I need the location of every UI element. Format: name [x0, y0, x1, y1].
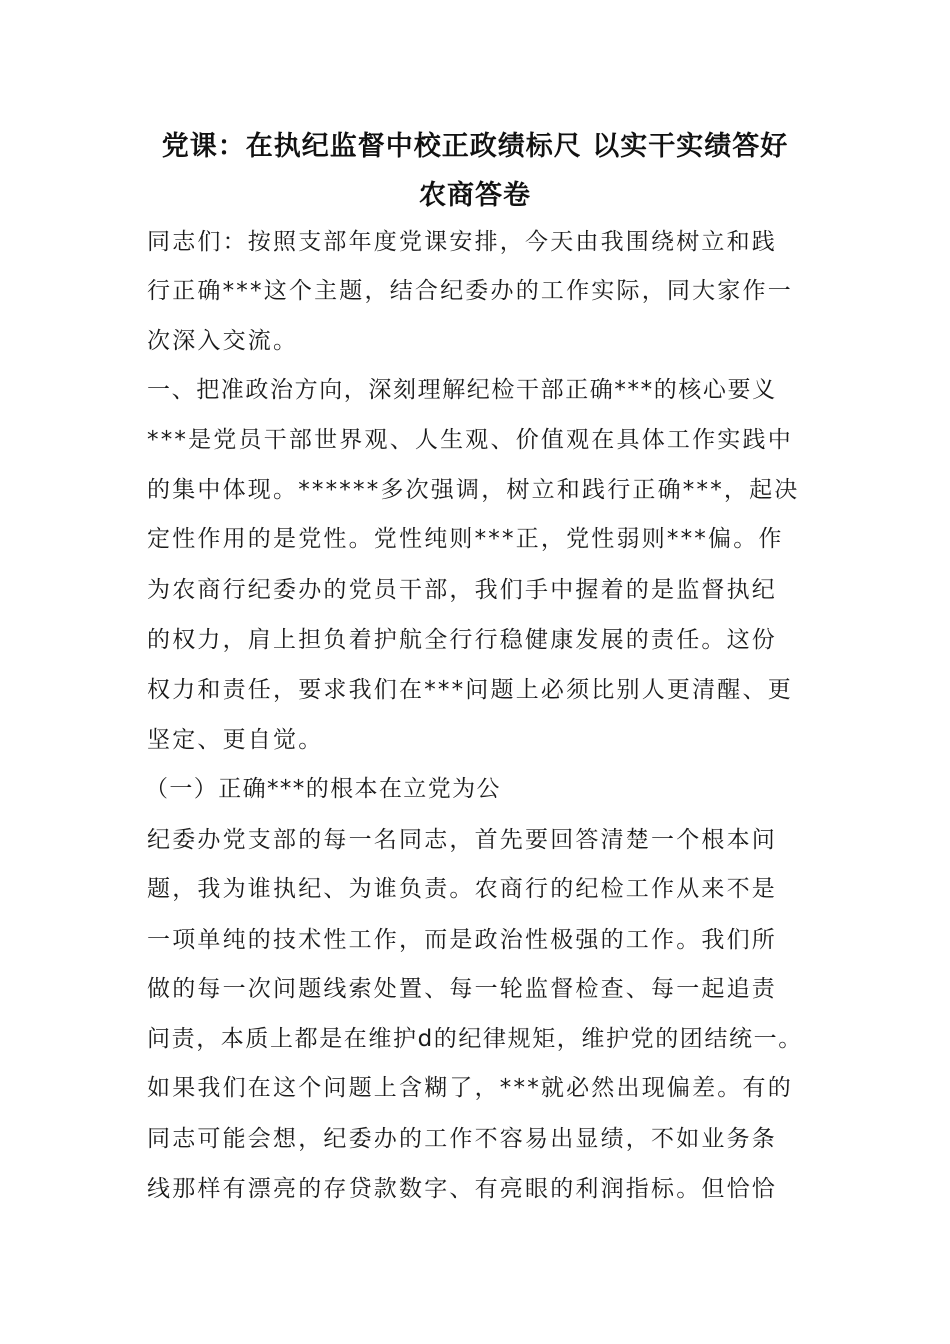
text-line: 行正确***这个主题，结合纪委办的工作实际，同大家作一: [147, 278, 793, 304]
text-line: 问责，本质上都是在维护d的纪律规矩，维护党的团结统一。: [147, 1026, 803, 1052]
text-line: ***是党员干部世界观、人生观、价值观在具体工作实践中: [147, 427, 793, 453]
text-line: 权力和责任，要求我们在***问题上必须比别人更清醒、更: [147, 677, 793, 703]
text-line: 同志可能会想，纪委办的工作不容易出显绩，不如业务条: [147, 1126, 777, 1152]
text-line: 如果我们在这个问题上含糊了，***就必然出现偏差。有的: [147, 1075, 793, 1101]
text-line: 的权力，肩上担负着护航全行行稳健康发展的责任。这份: [147, 627, 777, 653]
document-title-line-2: 农商答卷: [419, 180, 531, 211]
text-line: 同志们：按照支部年度党课安排，今天由我围绕树立和践: [147, 229, 777, 255]
text-line: 题，我为谁执纪、为谁负责。农商行的纪检工作从来不是: [147, 876, 777, 902]
text-line: 线那样有漂亮的存贷款数字、有亮眼的利润指标。但恰恰: [147, 1176, 777, 1202]
text-line: 坚定、更自觉。: [147, 727, 324, 753]
document-title-line-1: 党课：在执纪监督中校正政绩标尺 以实干实绩答好: [161, 131, 789, 162]
text-line: 为农商行纪委办的党员干部，我们手中握着的是监督执纪: [147, 577, 777, 603]
text-line: 一项单纯的技术性工作，而是政治性极强的工作。我们所: [147, 927, 777, 953]
section-heading-1: 一、把准政治方向，深刻理解纪检干部正确***的核心要义: [147, 377, 777, 403]
text-line: 做的每一次问题线索处置、每一轮监督检查、每一起追责: [147, 976, 777, 1002]
text-line: 的集中体现。******多次强调，树立和践行正确***，起决: [147, 477, 800, 503]
text-line: 定性作用的是党性。党性纯则***正，党性弱则***偏。作: [147, 526, 784, 552]
subsection-heading-1: （一）正确***的根本在立党为公: [145, 776, 501, 802]
text-line: 纪委办党支部的每一名同志，首先要回答清楚一个根本问: [147, 827, 777, 853]
text-line: 次深入交流。: [147, 328, 299, 354]
